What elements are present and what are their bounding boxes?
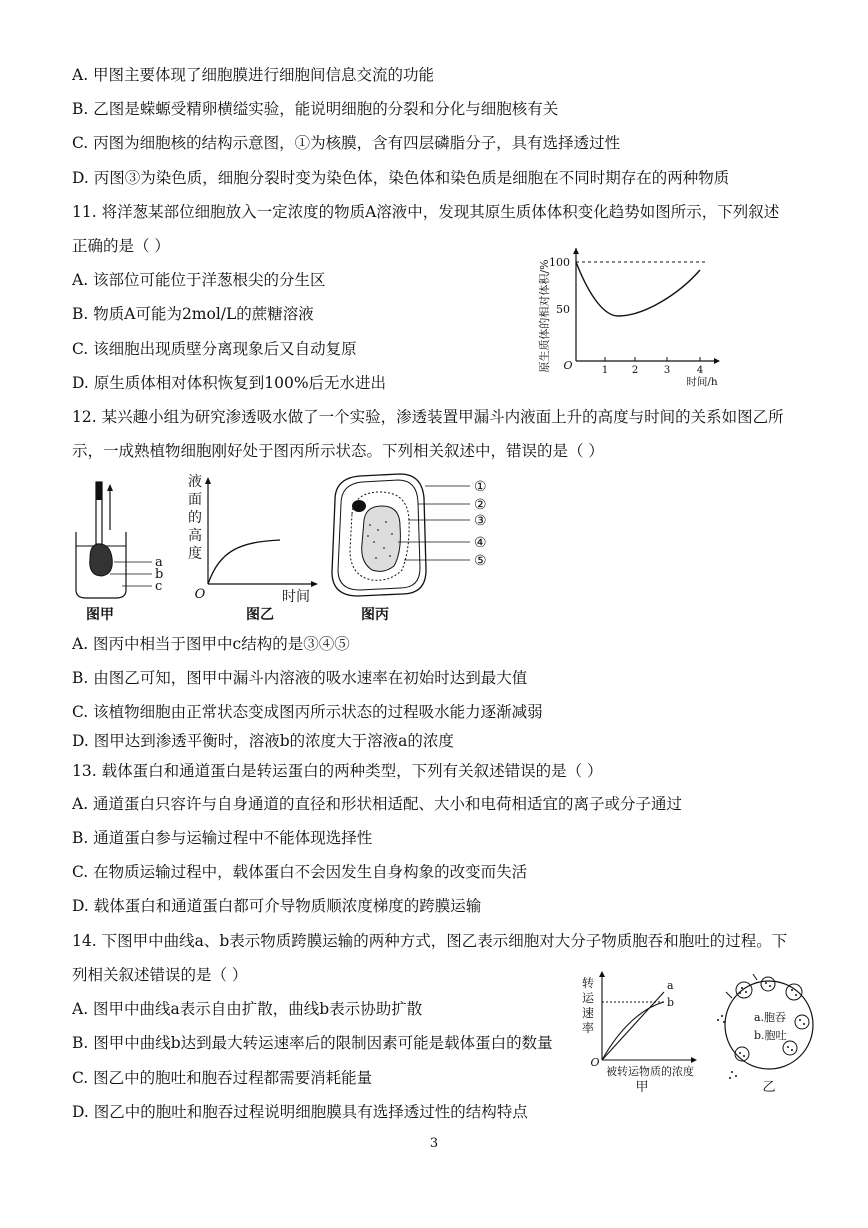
q12-option-d: D. 图甲达到渗透平衡时，溶液b的浓度大于溶液a的浓度 [72, 732, 454, 750]
q14-option-b: B. 图甲中曲线b达到最大转运速率后的限制因素可能是载体蛋白的数量 [72, 1034, 553, 1052]
q12-yi-origin: O [194, 587, 206, 602]
q11-option-a: A. 该部位可能位于洋葱根尖的分生区 [72, 271, 326, 289]
q12-jia-label-a: a [155, 555, 163, 570]
vesicle [795, 1015, 809, 1029]
q13-option-b: B. 通道蛋白参与运输过程中不能体现选择性 [72, 829, 373, 847]
q12-option-a: A. 图丙中相当于图甲中c结构的是③④⑤ [72, 635, 350, 653]
q10-option-c: C. 丙图为细胞核的结构示意图，①为核膜，含有四层磷脂分子，具有选择透过性 [72, 134, 621, 152]
q11-option-c: C. 该细胞出现质壁分离现象后又自动复原 [72, 340, 357, 358]
q11-origin: O [563, 359, 573, 372]
q12-bing-label-4: ④ [474, 535, 487, 551]
funnel-bulb [90, 544, 113, 576]
q11-stem-line2: 正确的是（ ） [72, 237, 170, 255]
q12-bing-label-1: ① [474, 479, 487, 495]
q14-figures [572, 968, 852, 1098]
q14-yi-label-exocytosis: b.胞吐 [754, 1029, 787, 1042]
q12-jia-label-b: b [155, 567, 164, 582]
q12-yi-caption: 图乙 [246, 607, 274, 623]
q14-stem-line2: 列相关叙述错误的是（ ） [72, 966, 248, 984]
q14-curve-b [602, 1002, 664, 1060]
q11-volume-graph [530, 238, 730, 390]
q12-option-b: B. 由图乙可知，图甲中漏斗内溶液的吸水速率在初始时达到最大值 [72, 669, 528, 687]
q11-xtick-2: 2 [631, 365, 639, 376]
q12-bing-caption: 图丙 [361, 607, 389, 623]
q11-xtick-1: 1 [601, 365, 609, 376]
q12-jia-caption: 图甲 [86, 607, 114, 623]
q13-stem: 13. 载体蛋白和通道蛋白是转运蛋白的两种类型，下列有关叙述错误的是（ ） [72, 762, 603, 780]
q13-option-d: D. 载体蛋白和通道蛋白都可介导物质顺浓度梯度的跨膜运输 [72, 897, 482, 915]
q12-bing-label-3: ③ [474, 513, 487, 529]
q14-yi-caption: 乙 [762, 1080, 776, 1095]
svg-text:原生质体的相对体积/%: 原生质体的相对体积/% [538, 259, 551, 373]
svg-text:的: 的 [188, 510, 202, 526]
q12-option-c: C. 该植物细胞由正常状态变成图丙所示状态的过程吸水能力逐渐减弱 [72, 703, 543, 721]
q12-bing-label-2: ② [474, 497, 487, 513]
q11-xlabel: 时间/h [686, 376, 718, 388]
q10-option-a: A. 甲图主要体现了细胞膜进行细胞间信息交流的功能 [72, 66, 435, 84]
q14-jia-caption: 甲 [635, 1080, 649, 1095]
svg-text:高: 高 [188, 528, 202, 544]
q12-yi-xlabel: 时间 [282, 589, 310, 605]
q12-yi-graph [188, 473, 318, 623]
svg-text:度: 度 [188, 546, 202, 562]
q11-xtick-4: 4 [696, 365, 704, 376]
q13-option-a: A. 通道蛋白只容许与自身通道的直径和形状相适配、大小和电荷相适宜的离子或分子通过 [72, 795, 683, 813]
nucleus [352, 500, 366, 512]
svg-text:转: 转 [581, 976, 595, 990]
q11-ytick-50: 50 [556, 303, 570, 316]
vesicle [761, 977, 775, 991]
q11-option-b: B. 物质A可能为2mol/L的蔗糖溶液 [72, 305, 314, 323]
svg-text:率: 率 [581, 1021, 595, 1035]
q14-jia-xlabel: 被转运物质的浓度 [606, 1065, 694, 1078]
q13-option-c: C. 在物质运输过程中，载体蛋白不会因发生自身构象的改变而失活 [72, 863, 528, 881]
q12-stem-line2: 示，一成熟植物细胞刚好处于图丙所示状态。下列相关叙述中，错误的是（ ） [72, 442, 604, 460]
vesicle [783, 1041, 797, 1055]
q14-option-c: C. 图乙中的胞吐和胞吞过程都需要消耗能量 [72, 1069, 373, 1087]
q11-option-d: D. 原生质体相对体积恢复到100%后无水进出 [72, 374, 387, 392]
q12-jia-apparatus [76, 482, 163, 623]
q11-volume-curve [576, 262, 700, 316]
q14-curve-label-a: a [667, 979, 674, 992]
vesicle [736, 982, 752, 998]
q10-option-b: B. 乙图是蝾螈受精卵横缢实验，能说明细胞的分裂和分化与细胞核有关 [72, 100, 559, 118]
svg-text:速: 速 [581, 1006, 595, 1020]
page-number: 3 [429, 1136, 439, 1151]
q14-option-d: D. 图乙中的胞吐和胞吞过程说明细胞膜具有选择透过性的结构特点 [72, 1103, 528, 1121]
q10-option-d: D. 丙图③为染色质，细胞分裂时变为染色体，染色体和染色质是细胞在不同时期存在的两种物质 [72, 169, 730, 187]
q12-yi-curve [208, 540, 280, 584]
vesicle [735, 1047, 749, 1061]
q14-yi-cell [717, 974, 813, 1095]
svg-text:面: 面 [188, 492, 202, 508]
vacuole [362, 506, 401, 571]
q12-bing-label-5: ⑤ [474, 553, 487, 569]
q14-cell-membrane [725, 981, 813, 1069]
q14-yi-label-endocytosis: a.胞吞 [754, 1011, 787, 1024]
q14-jia-graph [582, 971, 697, 1095]
q14-option-a: A. 图甲中曲线a表示自由扩散，曲线b表示协助扩散 [72, 1000, 423, 1018]
q11-stem-line1: 11. 将洋葱某部位细胞放入一定浓度的物质A溶液中，发现其原生质体体积变化趋势如图所示，下列叙述 [72, 203, 780, 221]
svg-text:液: 液 [188, 474, 202, 490]
q14-stem-line1: 14. 下图甲中曲线a、b表示物质跨膜运输的两种方式，图乙表示细胞对大分子物质胞吞和胞吐的过程。下 [72, 932, 788, 950]
q11-xtick-3: 3 [663, 365, 671, 376]
q14-jia-origin: O [590, 1056, 600, 1069]
q11-ytick-100: 100 [549, 256, 570, 269]
q12-bing-cell [332, 474, 487, 623]
q12-jia-label-c: c [155, 579, 163, 594]
q12-figures [60, 470, 510, 628]
q14-curve-label-b: b [667, 996, 675, 1009]
svg-text:运: 运 [581, 991, 595, 1005]
q11-graph-ylabel [537, 259, 551, 372]
vesicle [786, 984, 802, 1000]
q12-stem-line1: 12. 某兴趣小组为研究渗透吸水做了一个实验，渗透装置甲漏斗内液面上升的高度与时间的关系如图乙所 [72, 408, 784, 426]
